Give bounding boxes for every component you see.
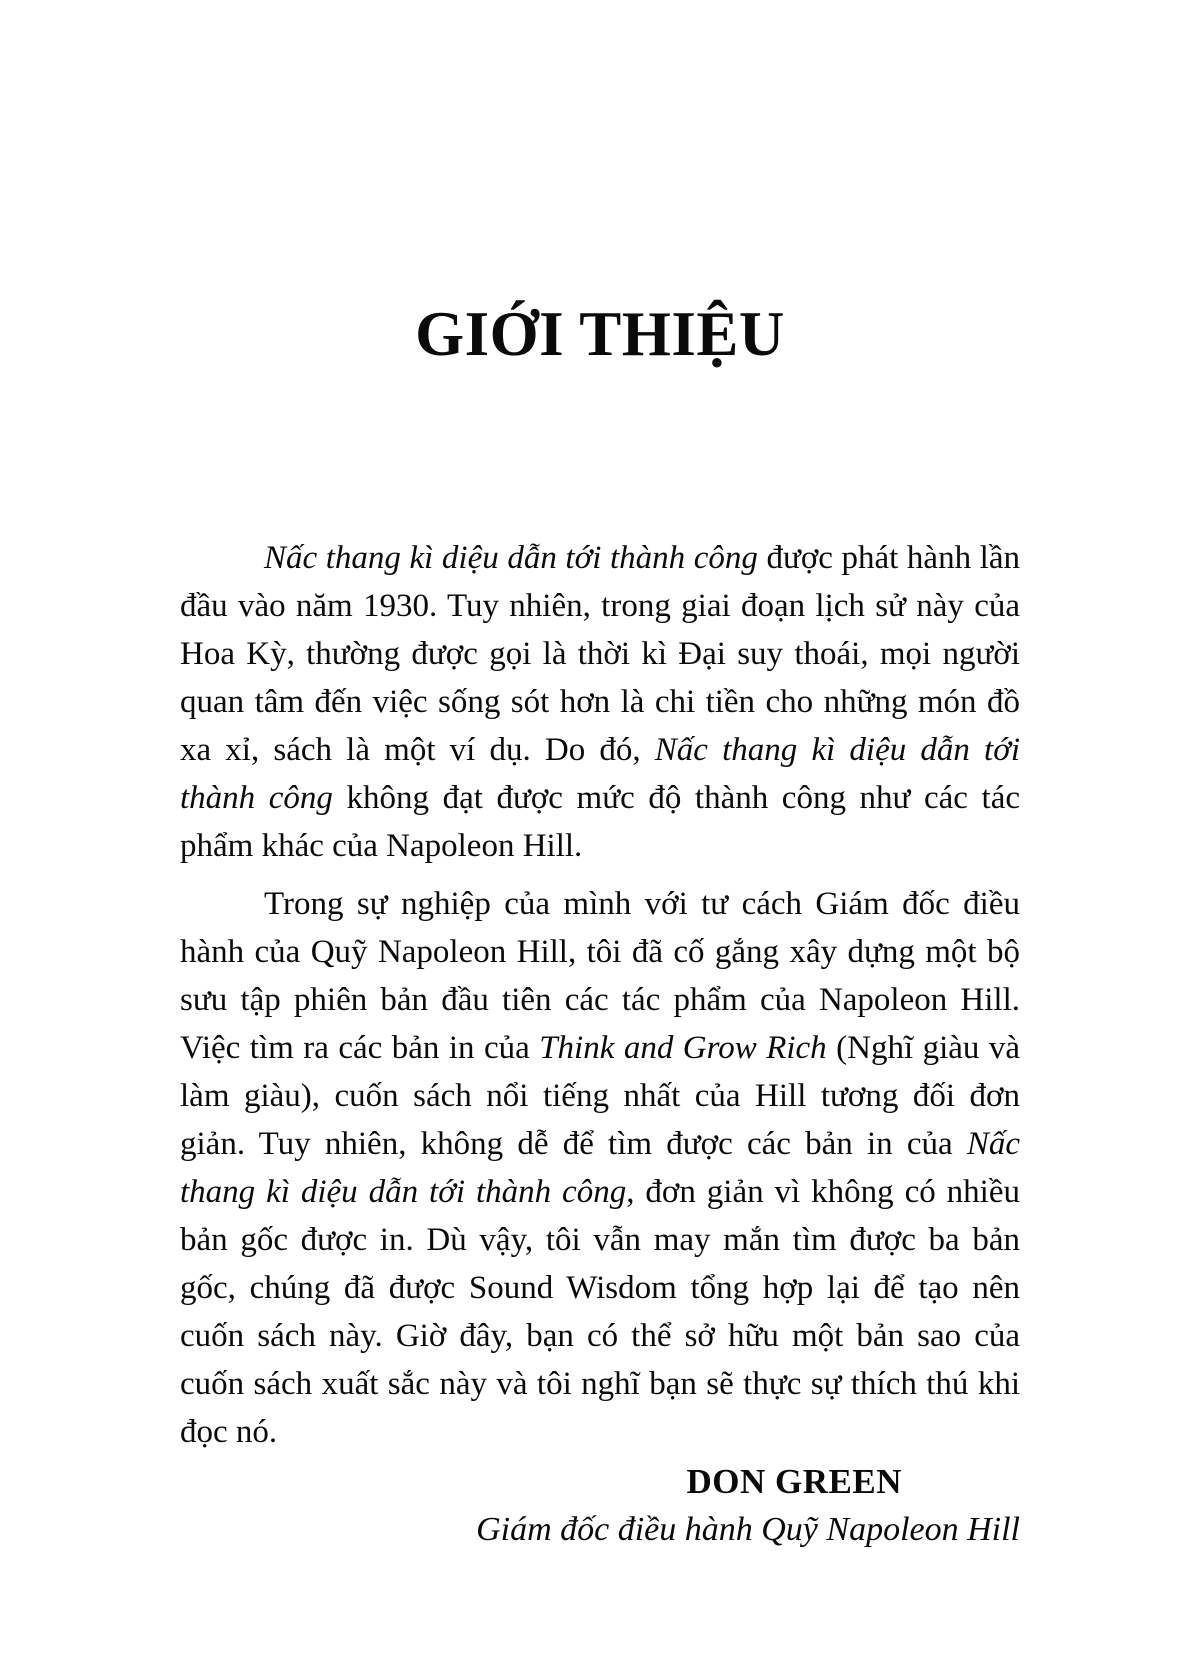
- signature-name: DON GREEN: [686, 1462, 902, 1501]
- page-title: GIỚI THIỆU: [415, 299, 785, 369]
- text-run: không đạt được mức độ thành công như các tác phẩm khác của Napoleon Hill.: [180, 780, 1020, 864]
- text-run: , đơn giản vì không có nhiều bản gốc được in. Dù vậy, tôi vẫn may mắn tìm được ba bản gốc, chúng đã được Sound Wisdom tổng hợp lại để tạo nên cuốn sách này. Giờ đây, bạn có thể sở hữu một bản sao của cuốn sách xuất sắc này và tôi nghĩ bạn sẽ thực sự thích thú khi đọc nó.: [180, 1174, 1020, 1450]
- italic-text-run: Nấc thang kì diệu dẫn tới thành công: [180, 1126, 1020, 1210]
- text-run: được phát hành lần đầu vào năm 1930. Tuy nhiên, trong giai đoạn lịch sử này của Hoa Kỳ, thường được gọi là thời kì Đại suy thoái, mọi người quan tâm đến việc sống sót hơn là chi tiền cho những món đồ xa xỉ, sách là một ví dụ. Do đó,: [180, 540, 1020, 768]
- italic-text-run: Nấc thang kì diệu dẫn tới thành công: [180, 732, 1021, 816]
- text-run: Trong sự nghiệp của mình với tư cách Giám đốc điều hành của Quỹ Napoleon Hill, tôi đã cố gắng xây dựng một bộ sưu tập phiên bản đầu tiên các tác phẩm của Napoleon Hill. Việc tìm ra các bản in của: [180, 886, 1020, 1066]
- signature-role: Giám đốc điều hành Quỹ Napoleon Hill: [476, 1511, 1020, 1548]
- text-run: (Nghĩ giàu và làm giàu), cuốn sách nổi tiếng nhất của Hill tương đối đơn giản. Tuy nhiên, không dễ để tìm được các bản in của: [180, 1030, 1020, 1162]
- italic-text-run: Nấc thang kì diệu dẫn tới thành công: [264, 540, 758, 576]
- intro-paragraph-2: [180, 880, 1020, 1456]
- italic-text-run: Think and Grow Rich: [539, 1030, 827, 1066]
- intro-paragraph-1: [180, 534, 1020, 870]
- signature-block: [180, 1458, 1020, 1554]
